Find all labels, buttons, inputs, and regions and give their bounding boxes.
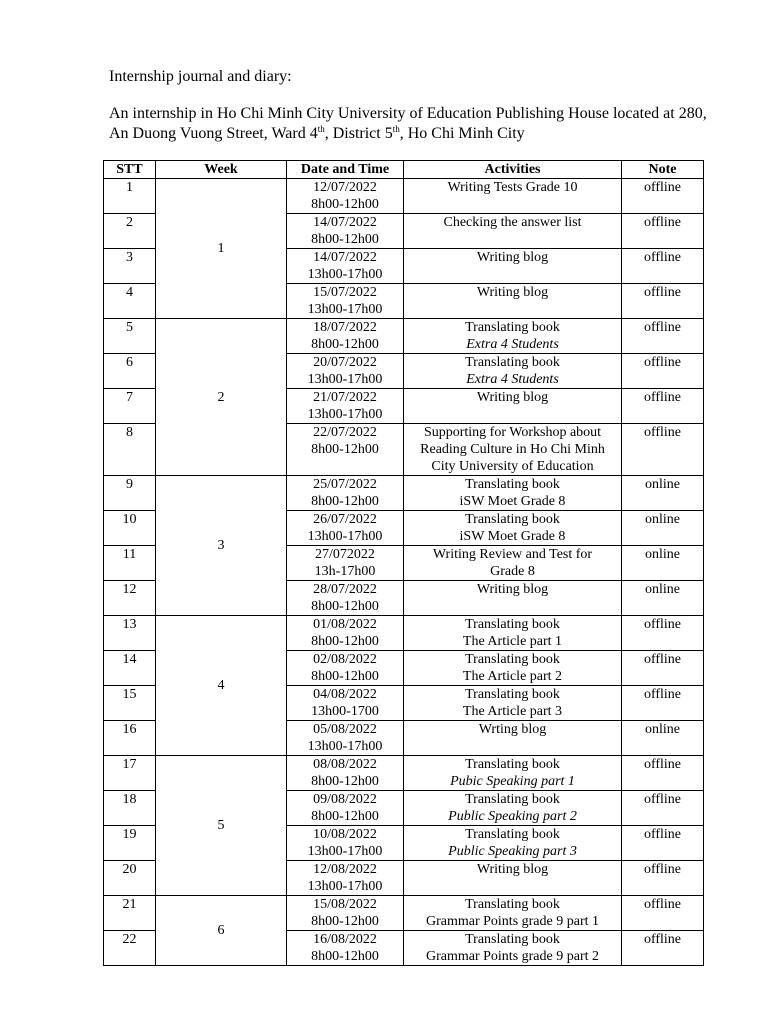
table-body <box>104 179 704 966</box>
intro-text-1: An internship in Ho Chi Minh City University of Education Publishing House located at 280, An Duong Vuong Street, Ward 4 <box>109 105 707 142</box>
table-row <box>104 756 704 791</box>
cell-activity <box>404 319 622 354</box>
activity-line: Public Speaking part 3 <box>448 844 577 859</box>
activity-line: Translating book <box>465 792 560 807</box>
time-text: 8h00-12h00 <box>311 949 379 964</box>
cell-note: online <box>622 476 704 511</box>
cell-activity <box>404 686 622 721</box>
time-text: 13h00-17h00 <box>307 879 383 894</box>
cell-note: offline <box>622 756 704 791</box>
cell-date-time <box>287 214 404 249</box>
activity-line: Translating book <box>465 757 560 772</box>
activity-line: Translating book <box>465 652 560 667</box>
intro-superscript-1: th <box>317 124 325 134</box>
activity-line: Translating book <box>465 355 560 370</box>
activity-line: The Article part 1 <box>462 634 563 649</box>
cell-note: offline <box>622 826 704 861</box>
activity-line: Translating book <box>465 827 560 842</box>
time-text: 13h-17h00 <box>314 564 376 579</box>
date-text: 25/07/2022 <box>313 477 377 492</box>
time-text: 13h00-17h00 <box>307 407 383 422</box>
cell-date-time <box>287 721 404 756</box>
activity-line: Reading Culture in Ho Chi Minh <box>420 442 605 457</box>
time-text: 8h00-12h00 <box>311 669 379 684</box>
cell-date-time <box>287 476 404 511</box>
cell-stt: 8 <box>104 424 156 476</box>
cell-activity <box>404 354 622 389</box>
cell-date-time <box>287 511 404 546</box>
time-text: 8h00-12h00 <box>311 809 379 824</box>
activity-line: Checking the answer list <box>443 215 582 230</box>
date-text: 18/07/2022 <box>313 320 377 335</box>
internship-schedule-table <box>103 160 704 966</box>
cell-activity <box>404 179 622 214</box>
cell-activity <box>404 861 622 896</box>
cell-date-time <box>287 546 404 581</box>
cell-stt: 2 <box>104 214 156 249</box>
table-row <box>104 616 704 651</box>
cell-stt: 10 <box>104 511 156 546</box>
cell-note: offline <box>622 896 704 931</box>
cell-activity <box>404 721 622 756</box>
cell-date-time <box>287 319 404 354</box>
activity-line: The Article part 2 <box>462 669 563 684</box>
cell-date-time <box>287 249 404 284</box>
cell-note: offline <box>622 214 704 249</box>
cell-activity <box>404 616 622 651</box>
activity-line: Writing blog <box>476 250 549 265</box>
cell-week: 5 <box>156 756 287 896</box>
cell-note: offline <box>622 616 704 651</box>
cell-stt: 18 <box>104 791 156 826</box>
cell-date-time <box>287 931 404 966</box>
cell-date-time <box>287 826 404 861</box>
date-text: 14/07/2022 <box>313 250 377 265</box>
activity-line: Translating book <box>465 320 560 335</box>
date-text: 12/08/2022 <box>313 862 377 877</box>
activity-line: Writing blog <box>476 390 549 405</box>
cell-activity <box>404 756 622 791</box>
date-text: 12/07/2022 <box>313 180 377 195</box>
cell-activity <box>404 651 622 686</box>
cell-stt: 16 <box>104 721 156 756</box>
time-text: 13h00-17h00 <box>307 844 383 859</box>
activity-line: iSW Moet Grade 8 <box>459 529 566 544</box>
activity-line: Translating book <box>465 687 560 702</box>
date-text: 14/07/2022 <box>313 215 377 230</box>
cell-stt: 22 <box>104 931 156 966</box>
date-text: 02/08/2022 <box>313 652 377 667</box>
time-text: 13h00-17h00 <box>307 267 383 282</box>
date-text: 27/072022 <box>315 547 375 562</box>
activity-line: Wrting blog <box>478 722 547 737</box>
activity-line: Grade 8 <box>490 564 535 579</box>
cell-date-time <box>287 861 404 896</box>
time-text: 13h00-1700 <box>311 704 379 719</box>
cell-stt: 17 <box>104 756 156 791</box>
cell-note: offline <box>622 354 704 389</box>
cell-stt: 19 <box>104 826 156 861</box>
cell-stt: 12 <box>104 581 156 616</box>
time-text: 13h00-17h00 <box>307 372 383 387</box>
table-row <box>104 319 704 354</box>
cell-week: 6 <box>156 896 287 966</box>
activity-line: Pubic Speaking part 1 <box>450 774 575 789</box>
cell-date-time <box>287 616 404 651</box>
cell-note: online <box>622 546 704 581</box>
cell-activity <box>404 511 622 546</box>
cell-note: offline <box>622 931 704 966</box>
time-text: 8h00-12h00 <box>311 494 379 509</box>
cell-date-time <box>287 424 404 476</box>
activity-line: iSW Moet Grade 8 <box>459 494 566 509</box>
date-text: 22/07/2022 <box>313 425 377 440</box>
activity-line: City University of Education <box>431 459 594 474</box>
date-text: 08/08/2022 <box>313 757 377 772</box>
cell-stt: 13 <box>104 616 156 651</box>
cell-activity <box>404 546 622 581</box>
activity-line: Supporting for Workshop about <box>423 425 602 440</box>
cell-activity <box>404 389 622 424</box>
activity-line: Writing Tests Grade 10 <box>447 180 578 195</box>
activity-line: Writing blog <box>476 285 549 300</box>
cell-date-time <box>287 389 404 424</box>
cell-activity <box>404 896 622 931</box>
cell-stt: 11 <box>104 546 156 581</box>
time-text: 8h00-12h00 <box>311 634 379 649</box>
activity-line: Translating book <box>465 932 560 947</box>
activity-line: Translating book <box>465 477 560 492</box>
cell-date-time <box>287 179 404 214</box>
table-row <box>104 476 704 511</box>
cell-stt: 4 <box>104 284 156 319</box>
time-text: 8h00-12h00 <box>311 197 379 212</box>
page-heading: Internship journal and diary: <box>109 68 292 85</box>
date-text: 04/08/2022 <box>313 687 377 702</box>
cell-activity <box>404 424 622 476</box>
time-text: 8h00-12h00 <box>311 442 379 457</box>
cell-activity <box>404 826 622 861</box>
table-row <box>104 179 704 214</box>
date-text: 01/08/2022 <box>313 617 377 632</box>
time-text: 8h00-12h00 <box>311 337 379 352</box>
cell-note: offline <box>622 179 704 214</box>
date-text: 05/08/2022 <box>313 722 377 737</box>
time-text: 8h00-12h00 <box>311 232 379 247</box>
date-text: 09/08/2022 <box>313 792 377 807</box>
cell-activity <box>404 581 622 616</box>
cell-activity <box>404 214 622 249</box>
intro-text-2: , District 5 <box>324 125 393 142</box>
intro-text-3: , Ho Chi Minh City <box>399 125 525 142</box>
time-text: 8h00-12h00 <box>311 774 379 789</box>
cell-stt: 1 <box>104 179 156 214</box>
cell-week: 2 <box>156 319 287 476</box>
table-header-row <box>104 161 704 179</box>
date-text: 15/08/2022 <box>313 897 377 912</box>
header-activities: Activities <box>404 161 622 179</box>
cell-date-time <box>287 791 404 826</box>
activity-line: Extra 4 Students <box>466 337 559 352</box>
date-text: 26/07/2022 <box>313 512 377 527</box>
cell-note: offline <box>622 791 704 826</box>
activity-line: The Article part 3 <box>462 704 563 719</box>
cell-stt: 9 <box>104 476 156 511</box>
intro-paragraph <box>109 104 709 144</box>
cell-date-time <box>287 354 404 389</box>
cell-activity <box>404 284 622 319</box>
cell-week: 3 <box>156 476 287 616</box>
date-text: 21/07/2022 <box>313 390 377 405</box>
cell-stt: 14 <box>104 651 156 686</box>
cell-note: offline <box>622 686 704 721</box>
cell-note: offline <box>622 389 704 424</box>
cell-week: 1 <box>156 179 287 319</box>
cell-date-time <box>287 581 404 616</box>
activity-line: Translating book <box>465 617 560 632</box>
activity-line: Writing blog <box>476 582 549 597</box>
cell-stt: 7 <box>104 389 156 424</box>
cell-stt: 15 <box>104 686 156 721</box>
cell-date-time <box>287 756 404 791</box>
cell-stt: 6 <box>104 354 156 389</box>
cell-date-time <box>287 651 404 686</box>
activity-line: Public Speaking part 2 <box>448 809 577 824</box>
activity-line: Writing blog <box>476 862 549 877</box>
cell-note: offline <box>622 861 704 896</box>
table-row <box>104 896 704 931</box>
date-text: 16/08/2022 <box>313 932 377 947</box>
cell-date-time <box>287 284 404 319</box>
cell-note: online <box>622 721 704 756</box>
cell-activity <box>404 931 622 966</box>
time-text: 8h00-12h00 <box>311 599 379 614</box>
header-week: Week <box>156 161 287 179</box>
cell-week: 4 <box>156 616 287 756</box>
date-text: 20/07/2022 <box>313 355 377 370</box>
intro-superscript-2: th <box>392 124 400 134</box>
activity-line: Translating book <box>465 512 560 527</box>
cell-date-time <box>287 896 404 931</box>
cell-activity <box>404 791 622 826</box>
cell-note: offline <box>622 651 704 686</box>
cell-note: offline <box>622 284 704 319</box>
time-text: 13h00-17h00 <box>307 302 383 317</box>
activity-line: Writing Review and Test for <box>432 547 593 562</box>
cell-activity <box>404 249 622 284</box>
header-stt: STT <box>104 161 156 179</box>
cell-stt: 21 <box>104 896 156 931</box>
cell-stt: 20 <box>104 861 156 896</box>
cell-note: online <box>622 581 704 616</box>
time-text: 13h00-17h00 <box>307 529 383 544</box>
time-text: 8h00-12h00 <box>311 914 379 929</box>
header-date-time: Date and Time <box>287 161 404 179</box>
time-text: 13h00-17h00 <box>307 739 383 754</box>
cell-note: online <box>622 511 704 546</box>
cell-stt: 5 <box>104 319 156 354</box>
activity-line: Translating book <box>465 897 560 912</box>
activity-line: Grammar Points grade 9 part 2 <box>425 949 599 964</box>
cell-date-time <box>287 686 404 721</box>
header-note: Note <box>622 161 704 179</box>
cell-stt: 3 <box>104 249 156 284</box>
date-text: 15/07/2022 <box>313 285 377 300</box>
cell-note: offline <box>622 319 704 354</box>
cell-note: offline <box>622 249 704 284</box>
activity-line: Grammar Points grade 9 part 1 <box>425 914 599 929</box>
cell-note: offline <box>622 424 704 476</box>
activity-line: Extra 4 Students <box>466 372 559 387</box>
cell-activity <box>404 476 622 511</box>
date-text: 10/08/2022 <box>313 827 377 842</box>
date-text: 28/07/2022 <box>313 582 377 597</box>
